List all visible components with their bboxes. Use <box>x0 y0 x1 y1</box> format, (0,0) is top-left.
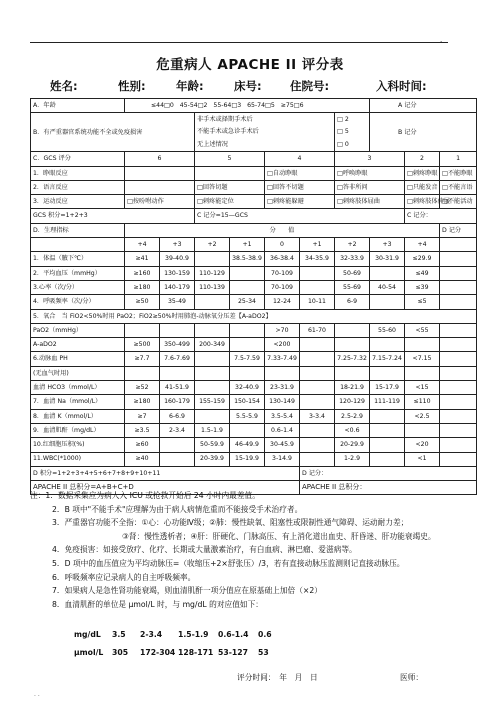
gcs-eye-row: 1．睁眼反应 □自动睁眼 □呼唤睁眼 □刺疼睁眼 □不能睁眼 <box>31 166 477 180</box>
physio-row-label: 6.动脉血 PH <box>31 352 125 366</box>
physio-cell: ≤29.9 <box>405 252 440 266</box>
oxy-aado2-row: A-aDO2 ≥500 350-499 200-349 <200 <box>31 338 477 352</box>
physio-cell: 10-11 <box>300 295 335 309</box>
physio-cell <box>160 452 195 466</box>
physio-cell: 70-109 <box>265 280 300 294</box>
physio-cell: ≥7.7 <box>125 352 160 366</box>
organ-score: B 记分 <box>370 113 477 152</box>
oxy-label-row: 5．氧合 当 FiO2<50%时用 PaO2；FiO2≥50%时用肺泡-动脉氧分压差【A-aDO2】 <box>31 309 477 323</box>
physio-cell: ≥160 <box>125 266 160 280</box>
physio-cell <box>370 438 405 452</box>
note-4: 4．免疫损害：如接受放疗、化疗、长期或大量激素治疗，有白血病、淋巴瘤、爱滋病等。 <box>52 545 357 555</box>
physio-cell: 3-3.4 <box>300 409 335 423</box>
physio-cell <box>125 366 160 380</box>
age-score: A 记分 <box>370 99 477 113</box>
apache-table <box>30 98 477 495</box>
conv-row-umol: μmol/L 305 172-304 128-171 53-127 53 <box>74 648 269 657</box>
age-options <box>125 99 370 113</box>
header-admit-time: 入科时间: <box>376 79 427 93</box>
physio-cell: 160-179 <box>160 395 195 409</box>
footer-mark: · · <box>34 693 40 700</box>
physio-row <box>31 438 477 452</box>
physio-cell <box>195 295 230 309</box>
physio-cell: 110-129 <box>195 266 230 280</box>
physio-cell: 20-39.9 <box>195 452 230 466</box>
physio-cell: 7.15-7.24 <box>370 352 405 366</box>
physio-cell <box>265 366 300 380</box>
physio-cell <box>300 438 335 452</box>
physio-cell: 111-119 <box>370 395 405 409</box>
physio-cell: 38.5-38.9 <box>230 252 265 266</box>
physio-cell: 140-179 <box>160 280 195 294</box>
physio-cell: ≥40 <box>125 452 160 466</box>
physio-cell: ≥60 <box>125 438 160 452</box>
physio-cell: 30-31.9 <box>370 252 405 266</box>
organ-opt[interactable]: 不能手术或急诊手术后 <box>197 128 259 136</box>
physio-score-cell[interactable] <box>440 395 477 409</box>
physio-cell: 1-2.9 <box>335 452 370 466</box>
physio-row-label: 4．呼吸频率（次/分） <box>31 295 125 309</box>
note-8: 8．血清肌酐的单位是 μmol/L 时，与 mg/dL 的对应值如下： <box>52 599 263 609</box>
physio-cell: 40-54 <box>370 280 405 294</box>
note-3: 3．严重器官功能不全指：①心：心功能Ⅳ级；②肺：慢性缺氧、阻塞性或限制性通气障碍、运动耐力差； <box>52 518 409 528</box>
physio-cell: 3-14.9 <box>265 452 300 466</box>
physio-cell: 1.5-1.9 <box>195 423 230 437</box>
physio-cell: ≤5 <box>405 295 440 309</box>
physio-cell: 15-19.9 <box>230 452 265 466</box>
physio-cell: 7.6-7.69 <box>160 352 195 366</box>
physio-row <box>31 252 477 266</box>
physio-cell: 130-159 <box>160 266 195 280</box>
physio-cell: ≥7 <box>125 409 160 423</box>
physio-cell <box>370 452 405 466</box>
physio-cell: 12-24 <box>265 295 300 309</box>
physio-score-cell[interactable] <box>440 366 477 380</box>
physio-header: D．生理指标 分 值 D 记分 <box>31 223 477 237</box>
header-age: 年龄: <box>176 79 204 93</box>
notes-section <box>30 489 475 611</box>
physio-cell: 39-40.9 <box>160 252 195 266</box>
organ-values: □ 2 □ 5 □ 0 <box>335 113 370 152</box>
physio-cell <box>230 266 265 280</box>
physio-cell <box>195 409 230 423</box>
top-rule <box>30 42 448 43</box>
header-hospital-no: 住院号: <box>290 79 330 93</box>
physio-cell: 41-51.9 <box>160 381 195 395</box>
note-5: 5．D 项中的血压值应为平均动脉压=（收缩压+2×舒张压）/3，若有直接动脉压监测则记直接动脉压。 <box>52 558 405 568</box>
age-opt[interactable]: ≤44□0 <box>150 101 174 109</box>
physio-cell <box>370 366 405 380</box>
row-organ <box>31 113 477 152</box>
physio-cell <box>195 352 230 366</box>
score-time: 评分时间： 年 月 日 <box>237 673 318 682</box>
physio-cell <box>230 280 265 294</box>
physio-row-label: (无血气时用) <box>31 366 125 380</box>
gcs-verbal-row: 2．语言反应 □回答切题 □回答不切题 □答非所问 □只能发音 □不能言语 <box>31 180 477 194</box>
note-2: 2．B 项中"不能手术"应理解为由于病人病情危重而不能接受手术治疗者。 <box>52 504 303 514</box>
physio-cell: <7.15 <box>405 352 440 366</box>
physio-cell: 70-109 <box>265 266 300 280</box>
page-title: 危重病人 APACHE II 评分表 <box>156 57 344 73</box>
physio-cell: ≤110 <box>405 395 440 409</box>
age-opt[interactable]: 65-74□5 <box>247 101 275 109</box>
physio-cell: 23-31.9 <box>265 381 300 395</box>
physio-cell <box>195 252 230 266</box>
physio-cell: 6-9 <box>335 295 370 309</box>
physio-row-label: 3.心率（次/分） <box>31 280 125 294</box>
physio-cell: <2.5 <box>405 409 440 423</box>
physio-cell <box>230 366 265 380</box>
header-name: 姓名: <box>50 79 78 93</box>
physio-cell: 3.5-5.4 <box>265 409 300 423</box>
physio-cell: <15 <box>405 381 440 395</box>
physio-row-label: 1．体温（腋下℃） <box>31 252 125 266</box>
physio-cell: ≥52 <box>125 381 160 395</box>
physio-score-cell[interactable] <box>440 423 477 437</box>
physio-rows-a <box>31 252 477 309</box>
physio-cell: 55-69 <box>335 280 370 294</box>
physio-row <box>31 295 477 309</box>
physio-cell: 150-154 <box>230 395 265 409</box>
row-age <box>31 99 477 113</box>
physio-row-label: 2．平均血压（mmHg） <box>31 266 125 280</box>
doctor-sign: 医师： <box>400 673 424 682</box>
physio-row-label: 7．血清 Na（mmol/L） <box>31 395 125 409</box>
note-7: 7．如果病人是急性肾功能衰竭，则血清肌酐一项分值应在原基础上加倍（×2） <box>52 586 322 596</box>
physio-cell: ≥3.5 <box>125 423 160 437</box>
physio-row <box>31 280 477 294</box>
physio-cell: 50-59.9 <box>195 438 230 452</box>
physio-cell: 0.6-1.4 <box>265 423 300 437</box>
physio-cell: ≥180 <box>125 280 160 294</box>
physio-score-cell[interactable] <box>440 438 477 452</box>
physio-cell <box>370 266 405 280</box>
physio-cell <box>370 409 405 423</box>
physio-row <box>31 266 477 280</box>
note-1: 注：1．数据采集应为病人入 ICU 或抢救开始后 24 小时内最差值。 <box>30 491 260 500</box>
gcs-header: C．GCS 评分 6 5 4 3 2 1 <box>31 152 477 166</box>
physio-cell: 32-33.9 <box>335 252 370 266</box>
physio-cell <box>300 280 335 294</box>
oxy-pao2-row: PaO2（mmHg） >70 61-70 55-60 <55 <box>31 323 477 337</box>
physio-cell <box>335 366 370 380</box>
physio-cell: ≥50 <box>125 295 160 309</box>
physio-cell: 32-40.9 <box>230 381 265 395</box>
physio-cell <box>300 352 335 366</box>
age-opt[interactable]: ≥75□6 <box>280 101 304 109</box>
physio-cell <box>160 438 195 452</box>
age-opt[interactable]: 55-64□3 <box>213 101 242 109</box>
physio-score-cell[interactable] <box>440 252 477 266</box>
organ-opt[interactable]: 非手术或择期手术后 <box>197 115 253 123</box>
physio-points: +4 +3 +2 +1 0 +1 +2 +3 +4 <box>31 238 477 252</box>
physio-cell: 6-6.9 <box>160 409 195 423</box>
organ-opt[interactable]: 无上述情况 <box>197 140 228 148</box>
physio-row <box>31 409 477 423</box>
physio-score-cell[interactable] <box>440 381 477 395</box>
gcs-label: C．GCS 评分 <box>31 152 125 166</box>
physio-cell <box>405 423 440 437</box>
conv-row-mgdl: mg/dL 3.5 2-3.4 1.5-1.9 0.6-1.4 0.6 <box>74 630 272 639</box>
age-label: A．年龄 <box>31 99 125 113</box>
organ-label: B．有严重器官系统功能不全或免疫损害 <box>31 113 195 152</box>
physio-cell: 7.5-7.59 <box>230 352 265 366</box>
physio-cell: ≥180 <box>125 395 160 409</box>
physio-label: D．生理指标 <box>31 223 125 237</box>
physio-row-label: 10.红细胞压积(%) <box>31 438 125 452</box>
physio-cell <box>405 366 440 380</box>
physio-row-label: 11.WBC(*1000) <box>31 452 125 466</box>
physio-cell: 18-21.9 <box>335 381 370 395</box>
physio-cell <box>300 266 335 280</box>
physio-cell <box>300 423 335 437</box>
physio-cell <box>195 366 230 380</box>
physio-row-label: 8．血清 K（mmol/L） <box>31 409 125 423</box>
gcs-motor-row: 3．运动反应 □按吩咐动作 □刺疼能定位 □刺疼能躲避 □刺疼肢体屈曲 □刺疼肢体伸展 □不能活动 <box>31 195 477 209</box>
physio-cell <box>160 366 195 380</box>
physio-score-cell[interactable] <box>440 295 477 309</box>
physio-score-cell[interactable] <box>440 266 477 280</box>
physio-score-cell[interactable] <box>440 452 477 466</box>
physio-cell: 15-17.9 <box>370 381 405 395</box>
physio-cell: 30-45.9 <box>265 438 300 452</box>
physio-row <box>31 395 477 409</box>
physio-cell: 155-159 <box>195 395 230 409</box>
header-bed: 床号: <box>234 79 262 93</box>
physio-cell: <0.6 <box>335 423 370 437</box>
physio-cell: ≤39 <box>405 280 440 294</box>
corner-mark: . <box>440 36 443 44</box>
physio-cell: <20 <box>405 438 440 452</box>
physio-row-label: 9．血清肌酐（mg/dL） <box>31 423 125 437</box>
physio-cell: 120-129 <box>335 395 370 409</box>
physio-cell <box>300 366 335 380</box>
physio-cell: ≤49 <box>405 266 440 280</box>
physio-cell: 50-69 <box>335 266 370 280</box>
note-6: 6．呼吸频率应记录病人的自主呼吸频率。 <box>52 572 196 582</box>
physio-score-cell[interactable] <box>440 352 477 366</box>
physio-row <box>31 423 477 437</box>
physio-cell: 2.5-2.9 <box>335 409 370 423</box>
gcs-sum-row: GCS 积分=1+2+3 C 记分=15—GCS C 记分： <box>31 209 477 223</box>
physio-cell <box>370 295 405 309</box>
age-opt[interactable]: 45-54□2 <box>179 101 208 109</box>
physio-cell: 25-34 <box>230 295 265 309</box>
physio-cell: 46-49.9 <box>230 438 265 452</box>
physio-row <box>31 452 477 466</box>
physio-cell: 2-3.4 <box>160 423 195 437</box>
physio-cell: 7.25-7.32 <box>335 352 370 366</box>
physio-cell <box>370 423 405 437</box>
physio-cell: <1 <box>405 452 440 466</box>
physio-row <box>31 366 477 380</box>
physio-cell: 130-149 <box>265 395 300 409</box>
physio-row <box>31 352 477 366</box>
physio-row-label: 血清 HCO3（mmol/L） <box>31 381 125 395</box>
physio-cell: 5.5-5.9 <box>230 409 265 423</box>
physio-cell <box>300 452 335 466</box>
physio-cell <box>300 381 335 395</box>
total-row: APACHE II 总积分=A+B+C+D APACHE II 总积分： <box>31 481 477 495</box>
physio-score-cell[interactable] <box>440 280 477 294</box>
physio-cell: 34-35.9 <box>300 252 335 266</box>
physio-cell: ≥41 <box>125 252 160 266</box>
physio-row <box>31 381 477 395</box>
physio-cell <box>195 381 230 395</box>
physio-score-cell[interactable] <box>440 409 477 423</box>
physio-cell <box>230 423 265 437</box>
note-3b: ③肾：慢性透析者；④肝：肝硬化、门脉高压、有上消化道出血史、肝昏迷、肝功能衰竭史。 <box>122 531 436 541</box>
header-sex: 性别: <box>118 79 146 93</box>
physio-cell: 7.33-7.49 <box>265 352 300 366</box>
physio-cell: 110-139 <box>195 280 230 294</box>
organ-options <box>195 113 335 152</box>
physio-cell: 35-49 <box>160 295 195 309</box>
physio-sum-row: D 积分=1+2+3+4+5+6+7+8+9+10+11 D 记分： <box>31 466 477 480</box>
physio-cell: 20-29.9 <box>335 438 370 452</box>
physio-rows-b <box>31 352 477 466</box>
physio-cell <box>300 395 335 409</box>
physio-cell: 36-38.4 <box>265 252 300 266</box>
